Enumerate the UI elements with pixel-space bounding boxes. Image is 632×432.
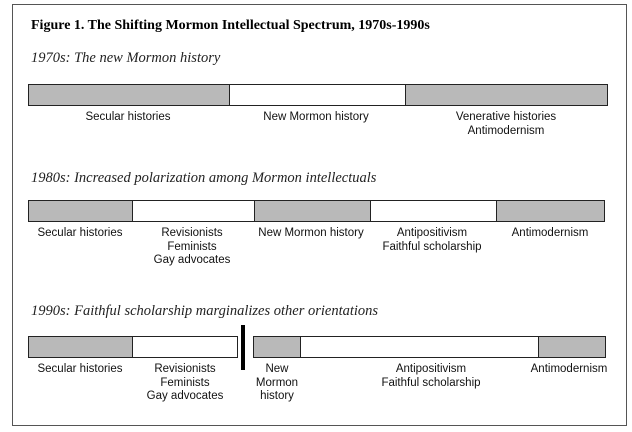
spectrum-bar-1980s <box>28 200 605 222</box>
label-secular-histories: Secular histories <box>37 363 123 375</box>
segment-secular-histories <box>29 85 229 105</box>
segment-faithful-scholarship <box>370 201 496 221</box>
figure-title: Figure 1. The Shifting Mormon Intellectual Spectrum, 1970s-1990s <box>31 18 430 33</box>
segment-secular-histories <box>29 201 132 221</box>
label-secular-histories: Secular histories <box>85 111 171 123</box>
segment-new-mormon-history <box>254 201 370 221</box>
segment-new-mormon-history <box>254 337 300 357</box>
figure-frame <box>12 4 627 426</box>
label-secular-histories: Secular histories <box>37 227 123 239</box>
segment-faithful-scholarship <box>300 337 538 357</box>
panel-heading-1970s: 1970s: The new Mormon history <box>31 50 221 66</box>
label-antimodernism: Antimodernism <box>511 227 589 239</box>
label-venerative-antimodernism: Venerative histories Antimodernism <box>455 111 557 137</box>
segment-antimodernism <box>496 201 604 221</box>
segment-secular-histories <box>29 337 132 357</box>
segment-new-mormon-history <box>229 85 405 105</box>
label-new-mormon-history: New Mormon history <box>258 227 364 239</box>
segment-revisionists <box>132 201 254 221</box>
segment-venerative-antimodernism <box>405 85 607 105</box>
segment-revisionists <box>132 337 237 357</box>
label-antipositivism-faithful-scholarship: Antipositivism Faithful scholarship <box>381 363 481 389</box>
label-revisionists-feminists-gay-advocates: Revisionists Feminists Gay advocates <box>153 227 231 266</box>
label-revisionists-feminists-gay-advocates: Revisionists Feminists Gay advocates <box>146 363 224 402</box>
label-new-mormon-history: New Mormon history <box>255 363 299 402</box>
label-new-mormon-history: New Mormon history <box>263 111 369 123</box>
spectrum-bar-1990s-left <box>28 336 238 358</box>
panel-heading-1990s: 1990s: Faithful scholarship marginalizes other orientations <box>31 303 379 319</box>
spectrum-bar-1970s <box>28 84 608 106</box>
segment-antimodernism <box>538 337 605 357</box>
spectrum-bar-1990s-right <box>253 336 606 358</box>
panel-heading-1980s: 1980s: Increased polarization among Mormon intellectuals <box>31 170 377 186</box>
label-antipositivism-faithful-scholarship: Antipositivism Faithful scholarship <box>382 227 482 253</box>
label-antimodernism: Antimodernism <box>530 363 608 375</box>
